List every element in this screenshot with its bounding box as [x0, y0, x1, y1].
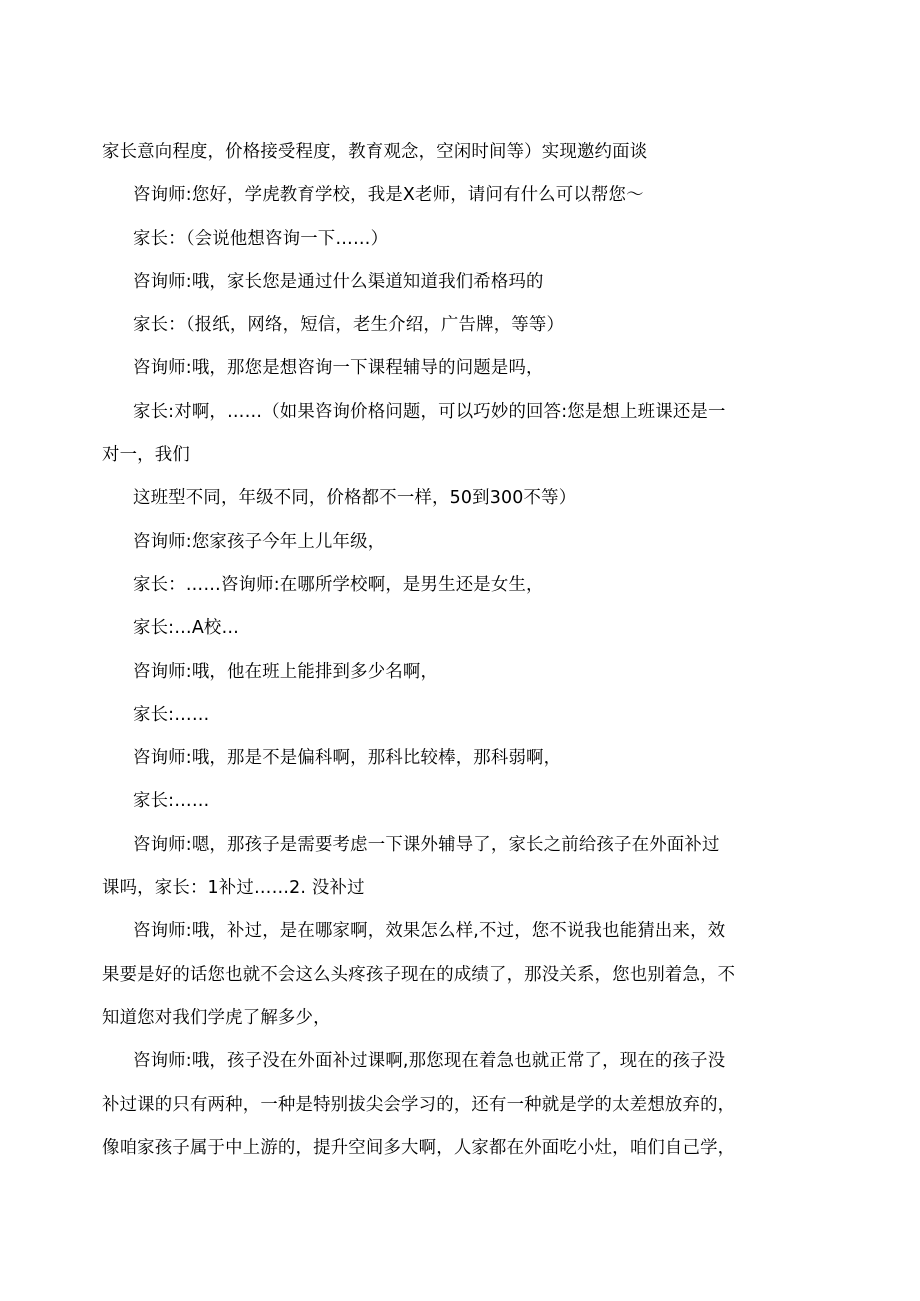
dialogue-line: 这班型不同，年级不同，价格都不一样，50到300不等） [133, 488, 577, 509]
dialogue-line: 对一，我们 [102, 445, 190, 466]
dialogue-line: 家长:…A校… [133, 618, 240, 639]
dialogue-line: 像咱家孩子属于中上游的，提升空间多大啊，人家都在外面吃小灶，咱们自己学， [102, 1137, 736, 1158]
dialogue-line: 咨询师:哦，那您是想咨询一下课程辅导的问题是吗， [133, 358, 544, 379]
dialogue-line: 家长：（会说他想咨询一下……） [133, 228, 389, 249]
document-text-block [102, 131, 762, 1170]
dialogue-line: 家长:对啊，……（如果咨询价格问题，可以巧妙的回答:您是想上班课还是一 [133, 401, 726, 422]
dialogue-line: 家长：……咨询师:在哪所学校啊，是男生还是女生， [133, 574, 544, 595]
dialogue-line: 咨询师:哦，家长您是通过什么渠道知道我们希格玛的 [133, 271, 544, 292]
dialogue-line: 补过课的只有两种，一种是特别拔尖会学习的，还有一种就是学的太差想放弃的， [102, 1094, 736, 1115]
dialogue-line: 知道您对我们学虎了解多少， [102, 1007, 331, 1028]
dialogue-line: 咨询师:哦，那是不是偏科啊，那科比较棒，那科弱啊， [133, 748, 562, 769]
dialogue-line: 咨询师:哦，孩子没在外面补过课啊,那您现在着急也就正常了，现在的孩子没 [133, 1051, 726, 1072]
dialogue-line: 咨询师:您好，学虎教育学校，我是X老师，请问有什么可以帮您～ [133, 185, 644, 206]
dialogue-line: 果要是好的话您也就不会这么头疼孩子现在的成绩了，那没关系，您也别着急，不 [102, 964, 736, 985]
dialogue-line: 咨询师:哦，他在班上能排到多少名啊， [133, 661, 439, 682]
dialogue-line: 咨询师:您家孩子今年上儿年级， [133, 531, 386, 552]
dialogue-line: 课吗，家长：1补过……2. 没补过 [102, 878, 365, 899]
dialogue-line: 家长:…… [133, 704, 210, 725]
dialogue-line: 家长：（报纸，网络，短信，老生介绍，广告牌，等等） [133, 315, 565, 336]
dialogue-line: 家长意向程度，价格接受程度，教育观念，空闲时间等）实现邀约面谈 [102, 142, 648, 162]
dialogue-line: 咨询师:嗯，那孩子是需要考虑一下课外辅导了，家长之前给孩子在外面补过 [133, 834, 720, 855]
dialogue-line: 咨询师:哦，补过，是在哪家啊，效果怎么样,不过，您不说我也能猜出来，效 [133, 921, 726, 942]
dialogue-line: 家长:…… [133, 791, 210, 812]
